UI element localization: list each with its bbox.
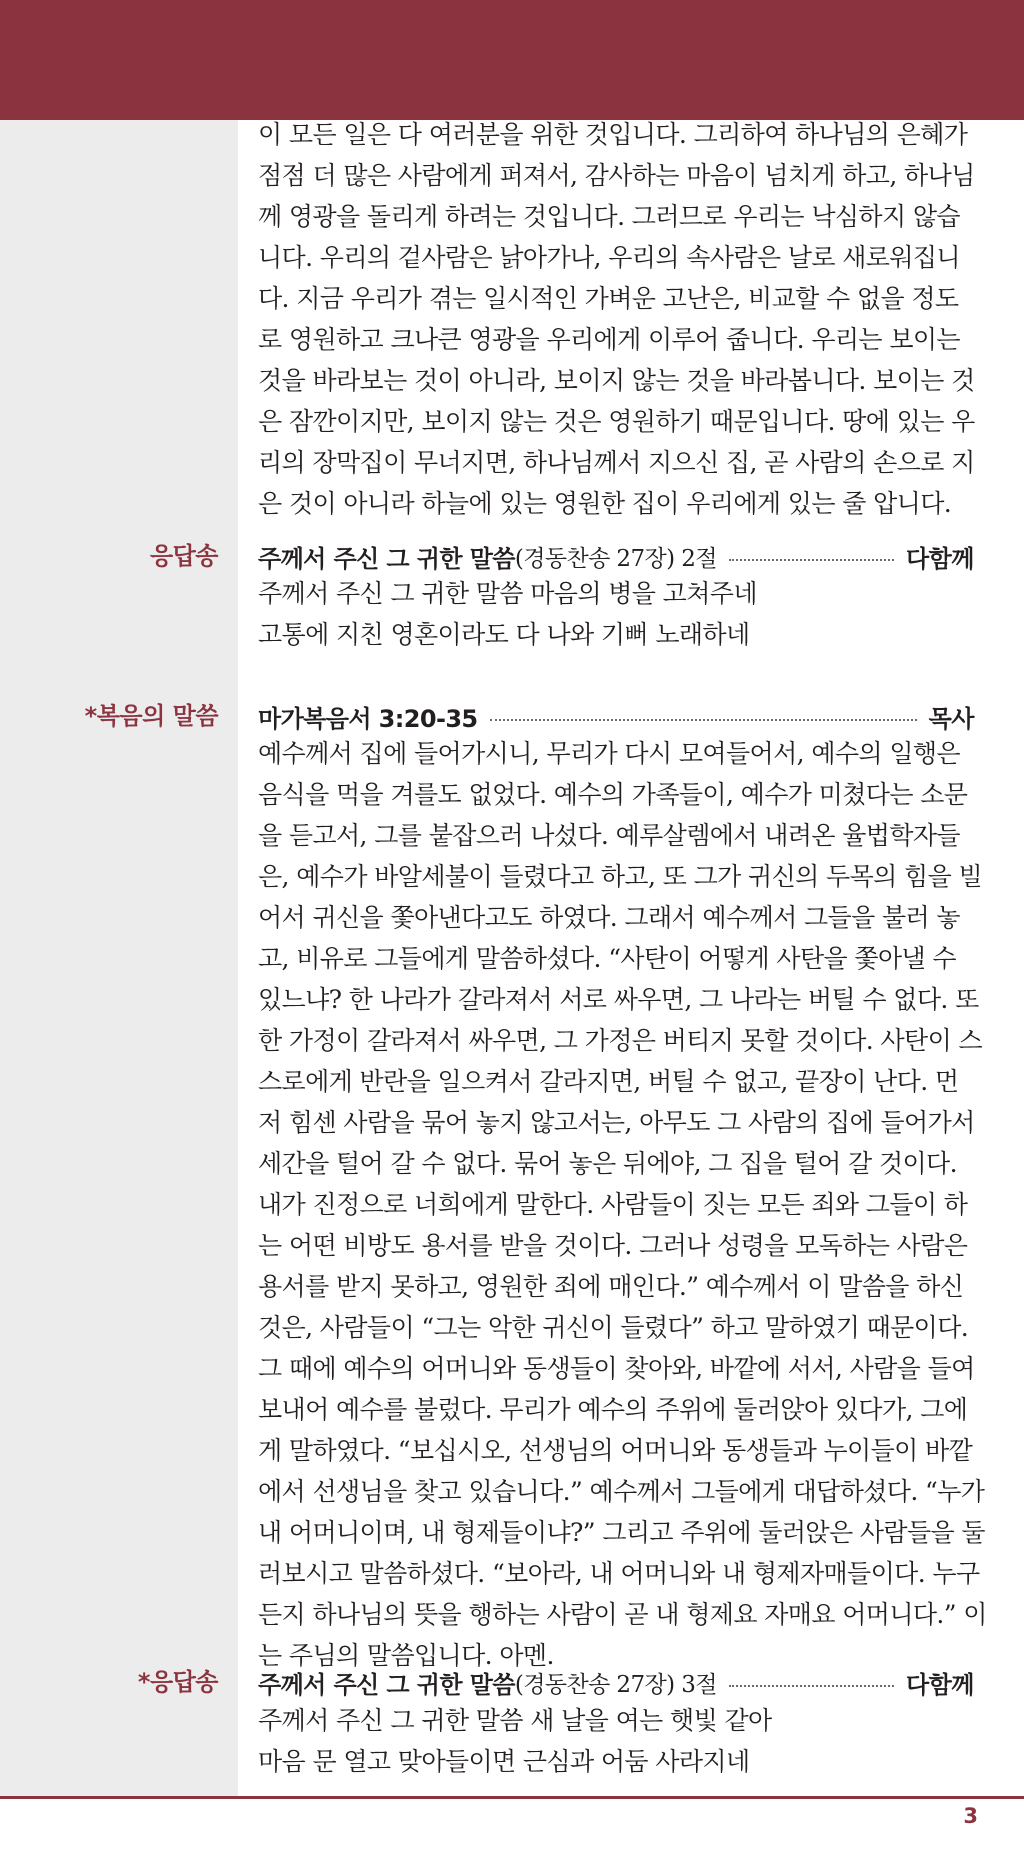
text-line: 께 영광을 돌리게 하려는 것입니다. 그러므로 우리는 낙심하지 않습 [258, 202, 960, 231]
text-line: 용서를 받지 못하고, 영원한 죄에 매인다.” 예수께서 이 말씀을 하신 [258, 1272, 964, 1301]
text-line: 는 주님의 말씀입니다. 아멘. [258, 1641, 554, 1670]
text-line: 보내어 예수를 불렀다. 무리가 예수의 주위에 둘러앉아 있다가, 그에 [258, 1395, 968, 1424]
text-line: 고, 비유로 그들에게 말씀하셨다. “사탄이 어떻게 사탄을 쫓아낼 수 [258, 944, 956, 973]
lyric-line: 주께서 주신 그 귀한 말씀 마음의 병을 고쳐주네 [258, 579, 757, 608]
dot-leader [729, 1685, 894, 1687]
text-line: 는 어떤 비방도 용서를 받을 것이다. 그러나 성령을 모독하는 사람은 [258, 1231, 968, 1260]
text-line: 은 것이 아니라 하늘에 있는 영원한 집이 우리에게 있는 줄 압니다. [258, 489, 952, 518]
text-line: 내가 진정으로 너희에게 말한다. 사람들이 짓는 모든 죄와 그들이 하 [258, 1190, 968, 1219]
text-line: 니다. 우리의 겉사람은 낡아가나, 우리의 속사람은 날로 새로워집니 [258, 243, 960, 272]
text-line: 그 때에 예수의 어머니와 동생들이 찾아와, 바깥에 서서, 사람을 들여 [258, 1354, 975, 1383]
text-line: 세간을 털어 갈 수 없다. 묶어 놓은 뒤에야, 그 집을 털어 갈 것이다. [258, 1149, 957, 1178]
text-line: 에서 선생님을 찾고 있습니다.” 예수께서 그들에게 대답하셨다. “누가 [258, 1477, 985, 1506]
scripture-reference: 마가복음서 3:20-35 [258, 705, 478, 733]
sidebar-column [0, 120, 238, 1796]
dot-leader [490, 719, 917, 721]
text-line: 다. 지금 우리가 겪는 일시적인 가벼운 고난은, 비교할 수 없을 정도 [258, 284, 959, 313]
text-line: 은 잠깐이지만, 보이지 않는 것은 영원하기 때문입니다. 땅에 있는 우 [258, 407, 975, 436]
gospel-heading [258, 696, 974, 737]
text-line: 든지 하나님의 뜻을 행하는 사람이 곧 내 형제요 자매요 어머니다.” 이 [258, 1600, 987, 1629]
hymn-title: 주께서 주신 그 귀한 말씀 [258, 545, 515, 573]
lyric-line: 고통에 지친 영혼이라도 다 나와 기뻐 노래하네 [258, 620, 750, 649]
hymn-title: 주께서 주신 그 귀한 말씀 [258, 1671, 515, 1699]
text-line: 저 힘센 사람을 묶어 놓지 않고서는, 아무도 그 사람의 집에 들어가서 [258, 1108, 975, 1137]
text-line: 것은, 사람들이 “그는 악한 귀신이 들렸다” 하고 말하였기 때문이다. [258, 1313, 969, 1342]
text-line: 것을 바라보는 것이 아니라, 보이지 않는 것을 바라봅니다. 보이는 것 [258, 366, 975, 395]
response-song-label: 응답송 [149, 542, 218, 570]
text-line: 어서 귀신을 쫓아낸다고도 하였다. 그래서 예수께서 그들을 불러 놓 [258, 903, 960, 932]
leader-label: 다함께 [905, 545, 974, 573]
intro-reading [258, 114, 980, 524]
text-line: 로 영원하고 크나큰 영광을 우리에게 이루어 줍니다. 우리는 보이는 [258, 325, 960, 354]
leader-label: 다함께 [905, 1671, 974, 1699]
response-song-lyrics [258, 573, 980, 655]
page-number: 3 [963, 1804, 978, 1828]
text-line: 리의 장막집이 무너지면, 하나님께서 지으신 집, 곧 사람의 손으로 지 [258, 448, 975, 477]
hymn-info: (경동찬송 27장) 3절 [514, 1672, 717, 1698]
gospel-label: *복음의 말씀 [84, 702, 218, 730]
leader-label: 목사 [928, 705, 974, 733]
header-band [0, 0, 1024, 120]
response-song-heading [258, 1662, 974, 1703]
text-line: 예수께서 집에 들어가시니, 무리가 다시 모여들어서, 예수의 일행은 [258, 739, 960, 768]
response-song-label: *응답송 [137, 1668, 218, 1696]
lyric-line: 주께서 주신 그 귀한 말씀 새 날을 여는 햇빛 같아 [258, 1706, 772, 1735]
text-line: 러보시고 말씀하셨다. “보아라, 내 어머니와 내 형제자매들이다. 누구 [258, 1559, 980, 1588]
response-song-heading [258, 536, 974, 577]
lyric-line: 마음 문 열고 맞아들이면 근심과 어둠 사라지네 [258, 1747, 750, 1776]
dot-leader [729, 559, 894, 561]
text-line: 이 모든 일은 다 여러분을 위한 것입니다. 그리하여 하나님의 은혜가 [258, 120, 968, 149]
text-line: 음식을 먹을 겨를도 없었다. 예수의 가족들이, 예수가 미쳤다는 소문 [258, 780, 968, 809]
text-line: 게 말하였다. “보십시오, 선생님의 어머니와 동생들과 누이들이 바깥 [258, 1436, 973, 1465]
text-line: 은, 예수가 바알세불이 들렸다고 하고, 또 그가 귀신의 두목의 힘을 빌 [258, 862, 983, 891]
text-line: 한 가정이 갈라져서 싸우면, 그 가정은 버티지 못할 것이다. 사탄이 스 [258, 1026, 983, 1055]
text-line: 을 듣고서, 그를 붙잡으러 나섰다. 예루살렘에서 내려온 율법학자들 [258, 821, 960, 850]
text-line: 내 어머니이며, 내 형제들이냐?” 그리고 주위에 둘러앉은 사람들을 둘 [258, 1518, 985, 1547]
hymn-info: (경동찬송 27장) 2절 [514, 546, 717, 572]
text-line: 있느냐? 한 나라가 갈라져서 서로 싸우면, 그 나라는 버틸 수 없다. 또 [258, 985, 979, 1014]
text-line: 스로에게 반란을 일으켜서 갈라지면, 버틸 수 없고, 끝장이 난다. 먼 [258, 1067, 959, 1096]
gospel-text [258, 733, 987, 1676]
text-line: 점점 더 많은 사람에게 퍼져서, 감사하는 마음이 넘치게 하고, 하나님 [258, 161, 975, 190]
response-song-lyrics [258, 1700, 980, 1782]
footer-rule [0, 1796, 1024, 1799]
